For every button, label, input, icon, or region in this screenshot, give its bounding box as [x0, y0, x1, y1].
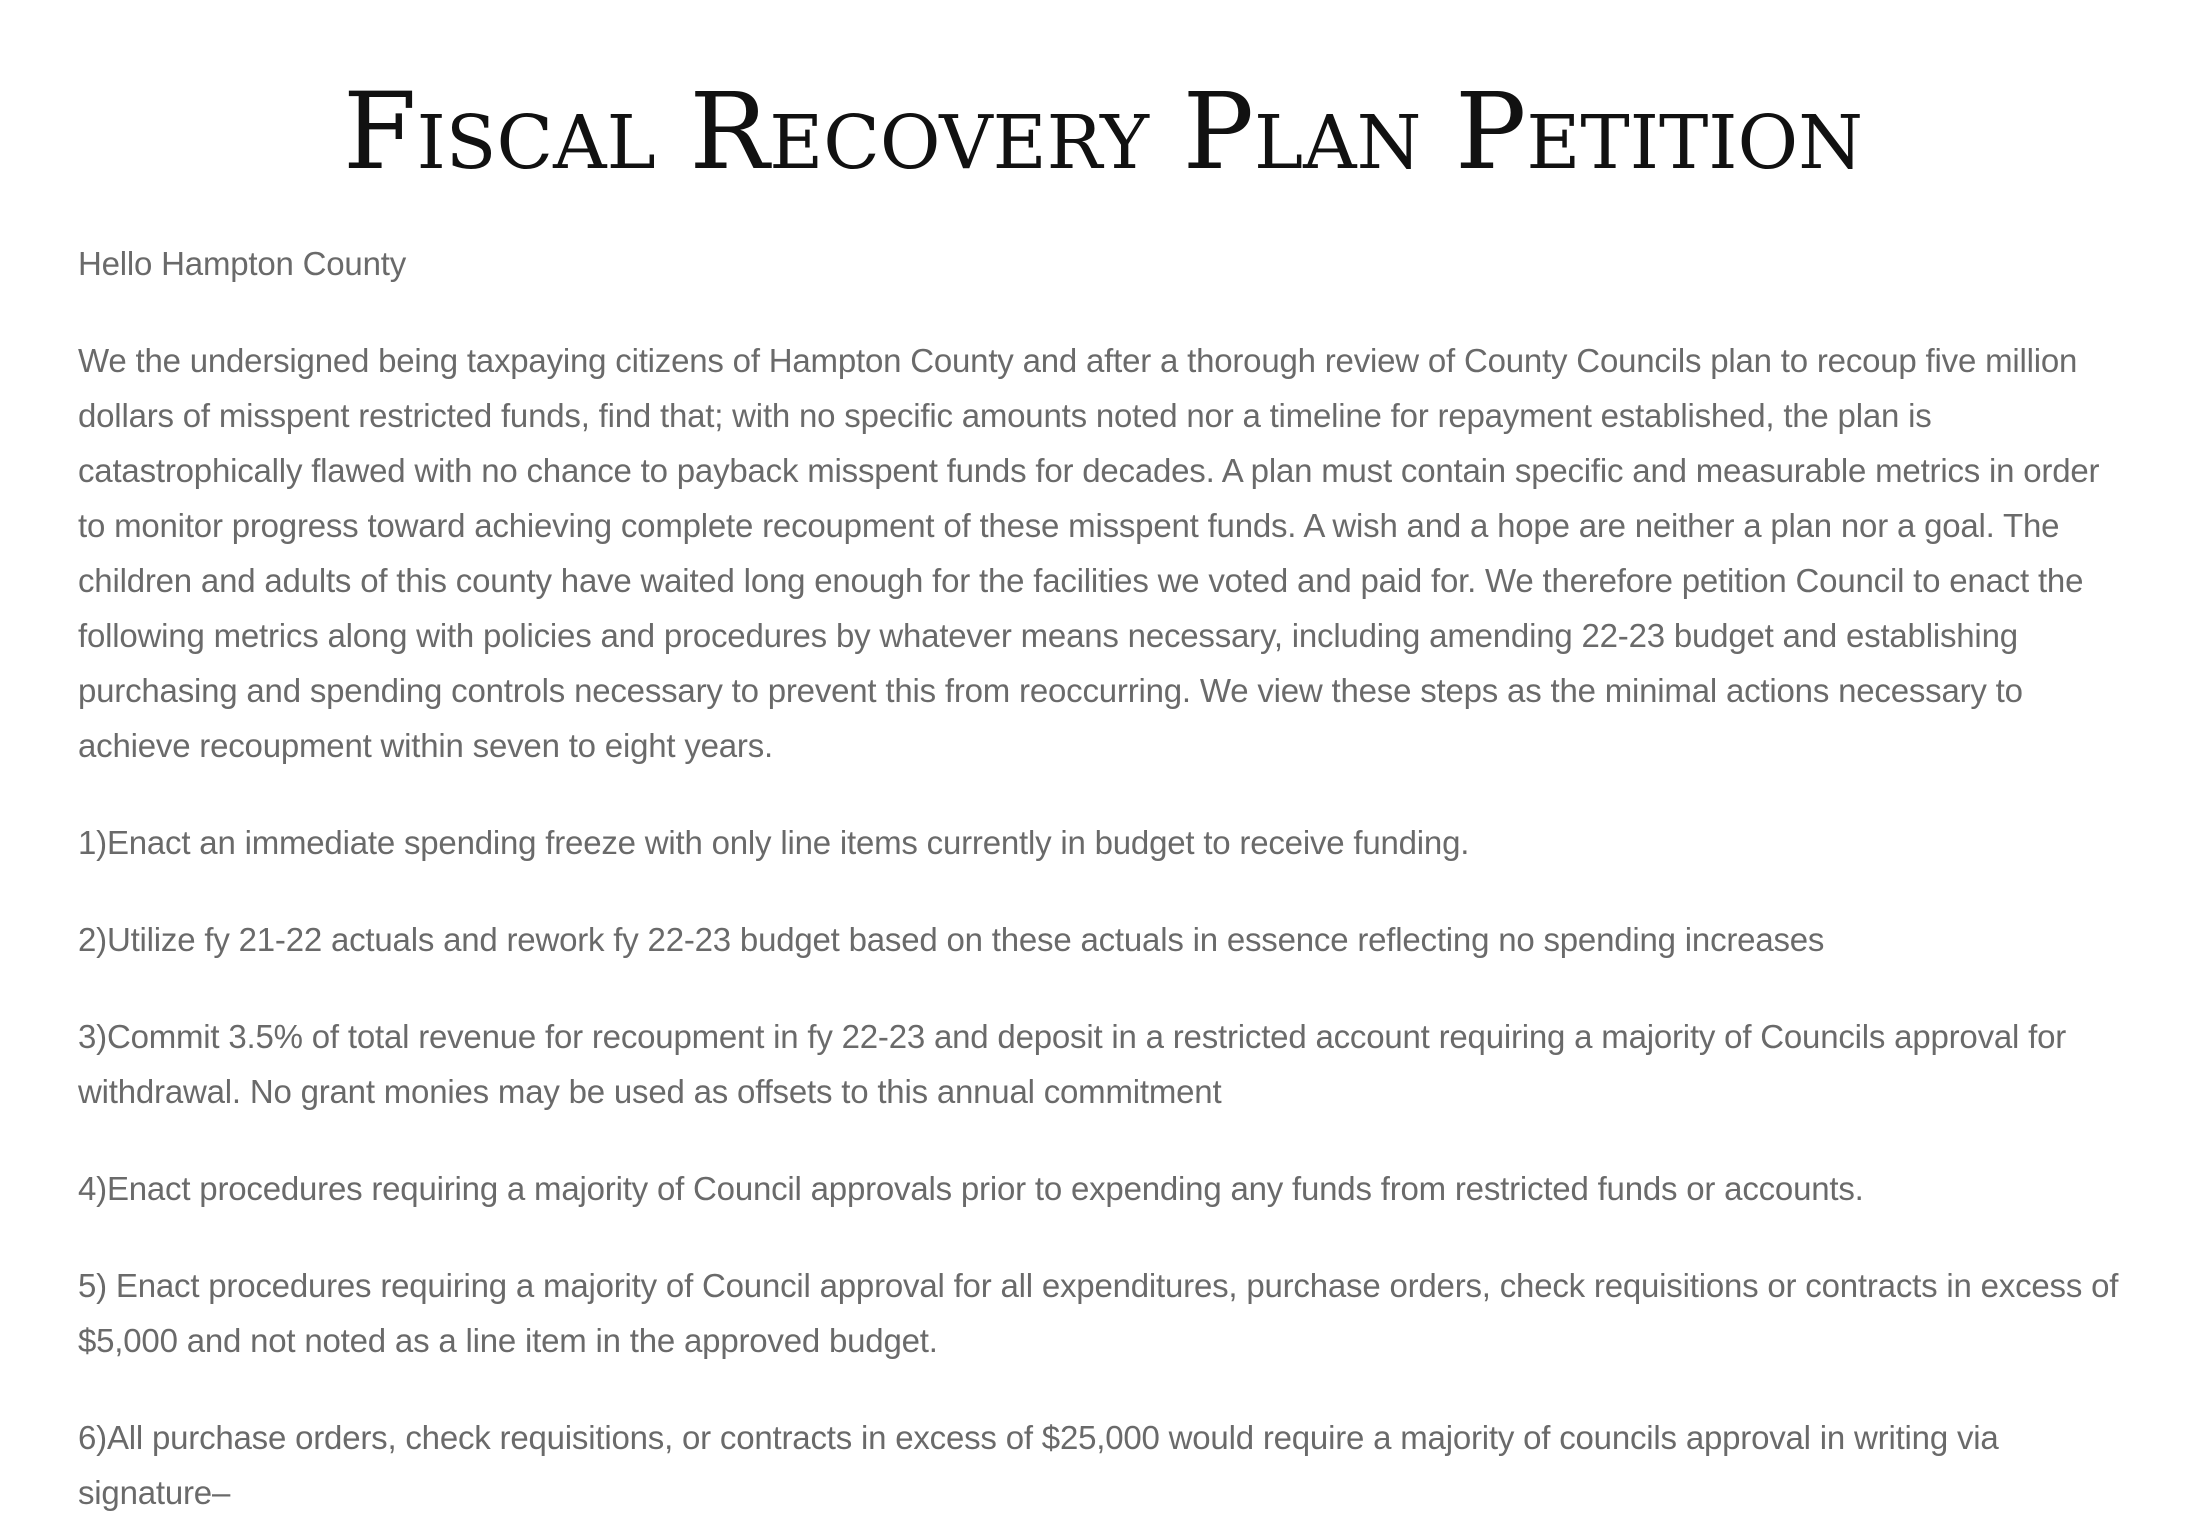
petition-item-2: 2)Utilize fy 21-22 actuals and rework fy 22-23 budget based on these actuals in essence reflecting no spending increases — [78, 921, 1825, 958]
petition-item-3: 3)Commit 3.5% of total revenue for recoupment in fy 22-23 and deposit in a restricted account requiring a majority of Councils approval for withdrawal. No grant monies may be used as offsets to this annual commitment — [78, 1018, 2067, 1110]
page-title: Fiscal Recovery Plan Petition — [343, 70, 1863, 193]
intro-paragraph: We the undersigned being taxpaying citizens of Hampton County and after a thorough review of County Councils plan to recoup five million dollars of misspent restricted funds, find that; with no specific amounts noted nor a timeline for repayment established, the plan is catastrophically flawed with no chance to payback misspent funds for decades. A plan must contain specific and measurable metrics in order to monitor progress toward achieving complete recoupment of these misspent funds. A wish and a hope are neither a plan nor a goal. The children and adults of this county have waited long enough for the facilities we voted and paid for. We therefore petition Council to enact the following metrics along with policies and procedures by whatever means necessary, including amending 22-23 budget and establishing purchasing and spending controls necessary to prevent this from reoccurring. We view these steps as the minimal actions necessary to achieve recoupment within seven to eight years. — [78, 342, 2100, 764]
petition-item-1: 1)Enact an immediate spending freeze with only line items currently in budget to receive funding. — [78, 824, 1470, 861]
petition-body — [78, 236, 2128, 1520]
greeting-text: Hello Hampton County — [78, 245, 406, 282]
petition-item-4: 4)Enact procedures requiring a majority of Council approvals prior to expending any funds from restricted funds or accounts. — [78, 1170, 1864, 1207]
petition-item-5: 5) Enact procedures requiring a majority of Council approval for all expenditures, purchase orders, check requisitions or contracts in excess of $5,000 and not noted as a line item in the approved budget. — [78, 1267, 2119, 1359]
petition-item-6: 6)All purchase orders, check requisitions, or contracts in excess of $25,000 would require a majority of councils approval in writing via signature– — [78, 1419, 1999, 1511]
